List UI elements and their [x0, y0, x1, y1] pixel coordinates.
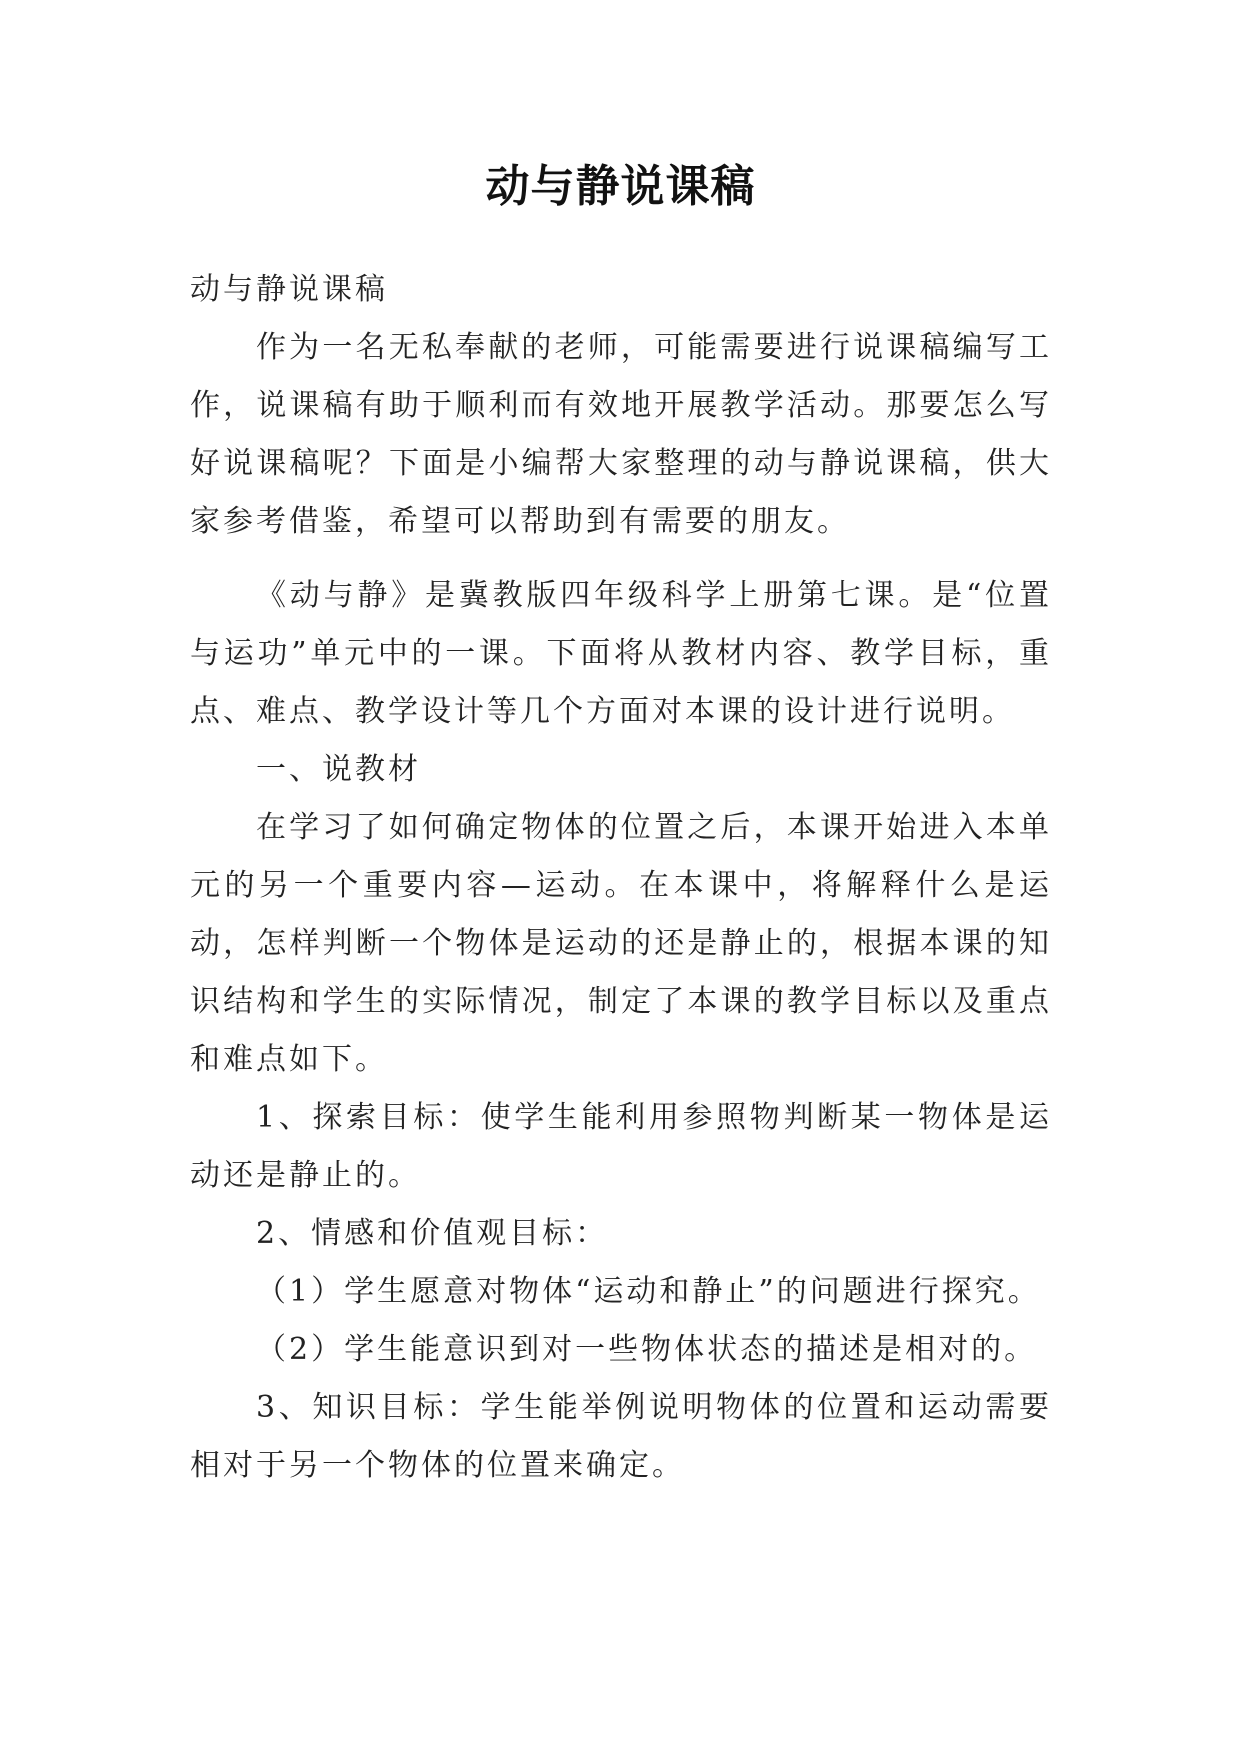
paragraph-textbook: 在学习了如何确定物体的位置之后，本课开始进入本单元的另一个重要内容—运动。在本课中，将解释什么是运动，怎样判断一个物体是运动的还是静止的，根据本课的知识结构和学生的实际情况，制定了本课的教学目标以及重点和难点如下。 [190, 810, 1052, 1077]
goal-knowledge: 3、知识目标：学生能举例说明物体的位置和运动需要相对于另一个物体的位置来确定。 [190, 1390, 1052, 1483]
document-subtitle: 动与静说课稿 [190, 272, 388, 307]
document-body-top [190, 261, 1052, 551]
intro-paragraph: 作为一名无私奉献的老师，可能需要进行说课稿编写工作，说课稿有助于顺利而有效地开展教学活动。那要怎么写好说课稿呢？下面是小编帮大家整理的动与静说课稿，供大家参考借鉴，希望可以帮助到有需要的朋友。 [190, 330, 1052, 539]
document-body-main [190, 567, 1052, 1495]
goal-emotion-item-2: （2）学生能意识到对一些物体状态的描述是相对的。 [256, 1332, 1038, 1367]
goal-emotion: 2、情感和价值观目标： [256, 1216, 609, 1251]
section-heading-textbook: 一、说教材 [256, 752, 421, 787]
goal-explore: 1、探索目标：使学生能利用参照物判断某一物体是运动还是静止的。 [190, 1100, 1052, 1193]
paragraph-overview: 《动与静》是冀教版四年级科学上册第七课。是“位置与运功”单元中的一课。下面将从教材内容、教学目标，重点、难点、教学设计等几个方面对本课的设计进行说明。 [190, 578, 1052, 729]
goal-emotion-item-1: （1）学生愿意对物体“运动和静止”的问题进行探究。 [256, 1274, 1041, 1309]
document-title: 动与静说课稿 [485, 161, 756, 212]
